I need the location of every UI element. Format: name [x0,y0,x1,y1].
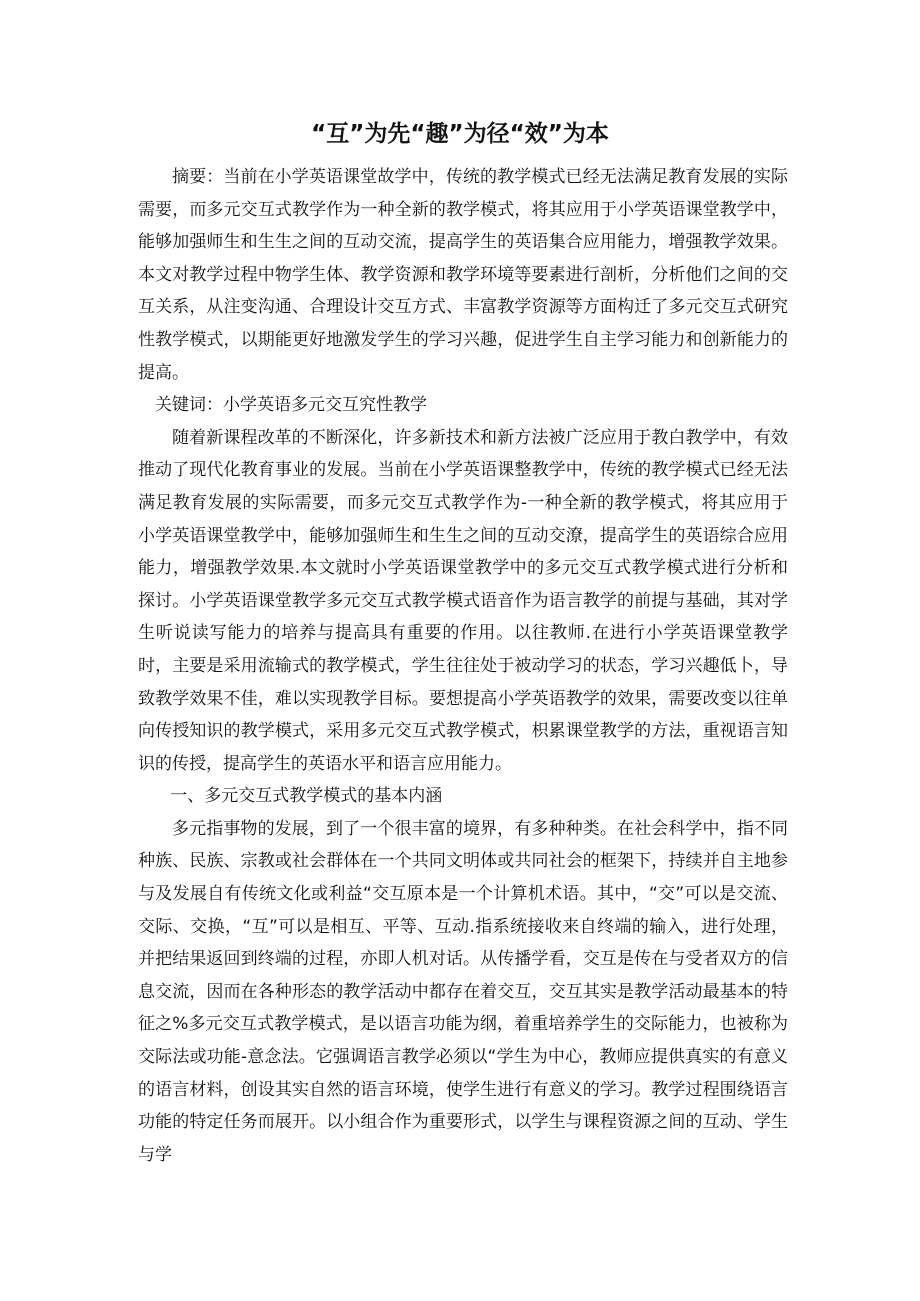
document-title: “互”为先“趣”为径“效”为本 [311,121,609,147]
abstract-paragraph: 摘要：当前在小学英语课堂故学中，传统的教学模式已经无法满足教育发展的实际需要，而多元交互式教学作为一种全新的教学模式，将其应用于小学英语课堂教学中，能够加强师生和生生之间的互动交流，提高学生的英语集合应用能力，增强教学效果。本文对教学过程中物学生体、教学资源和教学环境等要素进行剖析，分析他们之间的交互关系，从注变沟通、合理设计交互方式、丰富教学资源等方面构迁了多元交互式研究性教学模式，以期能更好地激发学生的学习兴趣，促进学生自主学习能力和创新能力的提高。 [138,167,788,383]
keywords-line: 关键词：小学英语多元交互究性教学 [155,395,427,416]
intro-paragraph: 随着新课程改革的不断深化，许多新技术和新方法被广泛应用于教白教学中，有效推动了现代化教育事业的发展。当前在小学英语课整教学中，传统的教学模式已经无法满足教育发展的实际需要，而多元交互式教学作为-一种全新的教学模式，将其应用于小学英语课堂教学中，能够加强师生和生生之间的互动交潦，提高学生的英语综合应用能力，增强教学效果.本文就时小学英语课堂教学中的多元交互式教学模式进行分析和探讨。小学英语课堂教学多元交互式教学模式语音作为语言教学的前提与基础，其对学生听说读写能力的培养与提高具有重要的作用。以往教师.在进行小学英语课堂教学时，主要是采用流输式的教学模式，学生往往处于被动学习的状态，学习兴趣低卜，导致教学效果不佳，难以实现教学目标。要想提高小学英语教学的效果，需要改变以往单向传授知识的教学模式，采用多元交互式教学模式，枳累课堂教学的方法，重视语言知识的传授，提高学生的英语水平和语言应用能力。 [138,427,788,774]
section-paragraph: 多元指事物的发展，到了一个很丰富的境界，有多种种类。在社会科学中，指不同种族、民族、宗教或社会群体在一个共同文明体或共同社会的框架下，持续并自主地参与及发展自有传统文化或利益“交互原本是一个计算机术语。其中，“交”可以是交流、交际、交换，“互”可以是相互、平等、互动.指系统接收来自终端的输入，进行处理，并把结果返回到终端的过程，亦即人机对话。从传播学看，交互是传在与受者双方的信息交流，因而在各种形态的教学活动中都存在着交互，交互其实是教学活动最基本的特征之%多元交互式教学模式，是以语言功能为纲，着重培养学生的交际能力，也被称为交际法或功能-意念法。它强调语言教学必须以“学生为中心，教师应提供真实的有意义的语言材料，创设其实自然的语言环境，使学生进行有意义的学习。教学过程围绕语言功能的特定任务而展开。以小组合作为重要形式，以学生与课程资源之间的互动、学生与学 [138,818,788,1165]
document-body [138,161,788,1171]
section-heading: 一、多元交互式教学模式的基本内涵 [170,786,443,807]
